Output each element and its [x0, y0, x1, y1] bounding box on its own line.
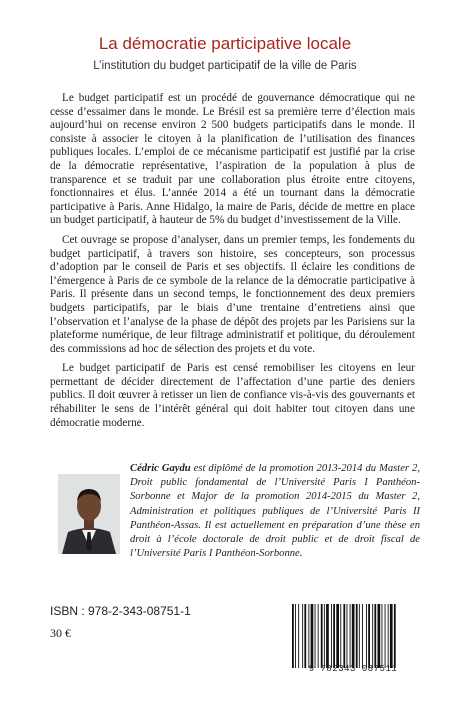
- barcode-bar: [352, 604, 355, 668]
- barcode-bar: [359, 604, 360, 668]
- barcode-bar: [356, 604, 358, 668]
- isbn: ISBN : 978-2-343-08751-1: [50, 604, 191, 618]
- barcode-bar: [385, 604, 386, 668]
- barcode-bar: [295, 604, 296, 668]
- price: 30 €: [50, 626, 71, 640]
- author-name: Cédric Gaydu: [130, 463, 191, 474]
- barcode-bar: [336, 604, 339, 668]
- barcode-bar: [362, 604, 363, 668]
- author-bio: [130, 462, 420, 561]
- barcode-bar: [326, 604, 329, 668]
- back-cover-text: [50, 92, 415, 436]
- paragraph-2: Cet ouvrage se propose d’analyser, dans un premier temps, les fondements du budget participatif, à travers son histoire, ses concepteurs, son processus d’adoption par le conseil de Paris et ses objectifs. Il éclaire les conditions de l’émergence à Paris de ce symbole de la relance de la démocratie participative à Paris. Il présente dans un second temps, le fonctionnement des deux premiers budgets participatifs, par le biais d’une trentaine d’entretiens ainsi que l’observation et l’analyse de la phase de dépôt des projets par les Parisiens sur la plateforme numérique, de leur filtrage administratif et politique, du déroulement des commissions ad hoc de sélection des projets et du vote.: [50, 233, 415, 355]
- barcode-bar: [388, 604, 389, 668]
- book-subtitle: L’institution du budget participatif de la ville de Paris: [93, 60, 357, 72]
- barcode-bar: [311, 604, 314, 668]
- barcode-bar: [298, 604, 299, 668]
- barcode-bar: [366, 604, 367, 668]
- barcode-digits: 9 782343 087511: [308, 664, 398, 674]
- barcode-bar: [308, 604, 309, 668]
- author-bio-text: est diplômé de la promotion 2013-2014 du Master 2, Droit public fondamental de l’Université Paris I Panthéon-Sorbonne et Major de la promotion 2014-2015 du Master 2, Administration et politiques publiques de l’Université Paris II Panthéon-Assas. Il est actuellement en préparation d’une thèse en droit à l’école doctorale de droit public et de droit fiscal de l’Université Paris I Panthéon-Sorbonne.: [130, 463, 420, 560]
- barcode-bar: [350, 604, 351, 668]
- barcode-bar: [372, 604, 373, 668]
- author-section: [56, 462, 418, 592]
- barcode-bar: [374, 604, 376, 668]
- barcode-bar: [321, 604, 323, 668]
- barcode-bar: [302, 604, 303, 668]
- barcode-bar: [304, 604, 306, 668]
- barcode-bar: [368, 604, 370, 668]
- author-photo: [58, 474, 120, 554]
- barcode-bar: [324, 604, 325, 668]
- barcode-bar: [331, 604, 332, 668]
- barcode-bar: [333, 604, 335, 668]
- barcode-bar: [340, 604, 341, 668]
- paragraph-1: Le budget participatif est un procédé de gouvernance démocratique qui ne cesse d’essaimer dans le monde. Le Brésil est sa première terre d’élection mais aujourd’hui on recense environ 2 500 budgets participatifs dans le monde. Il consiste à associer le citoyen à la planification de l’utilisation des finances publiques locales. L’emploi de ce mécanisme participatif est justifié par la crise de la démocratie représentative, l’aspiration de la population à plus de transparence et se traduit par une collaboration plus étroite entre citoyens, fonctionnaires et élus. L’année 2014 a été un tournant dans la démocratie participative à Paris. Anne Hidalgo, la maire de Paris, décide de mettre en place un budget participatif, à hauteur de 5% du budget d’investissement de la Ville.: [50, 92, 415, 227]
- barcode-bar: [382, 604, 383, 668]
- barcode-bar: [318, 604, 319, 668]
- barcode-bar: [292, 604, 294, 668]
- barcode-bar: [347, 604, 348, 668]
- barcode-bar: [378, 604, 381, 668]
- paragraph-3: Le budget participatif de Paris est censé remobiliser les citoyens en leur permettant de décider directement de l’affectation d’une partie des deniers publics. Il doit œuvrer à retisser un lien de confiance vis-à-vis des gouvernants et réhabiliter le sens de l’intérêt général qui doit habiter tout citoyen dans une démocratie moderne.: [50, 362, 415, 429]
- barcode-bar: [315, 604, 316, 668]
- barcode-bar: [343, 604, 345, 668]
- barcode-bar: [390, 604, 393, 668]
- barcode-bar: [394, 604, 396, 668]
- book-title: La démocratie participative locale: [98, 34, 352, 53]
